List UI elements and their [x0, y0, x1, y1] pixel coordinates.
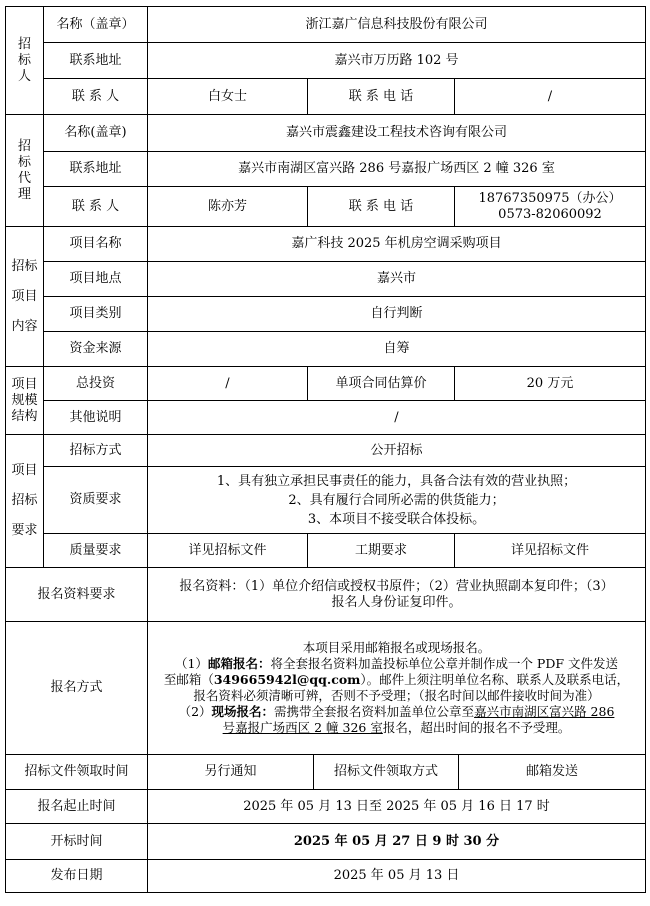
tenderer-contact-label: 联 系 人: [44, 79, 148, 115]
agent-name-label: 名称(盖章): [44, 115, 148, 152]
collection-time-label: 招标文件领取时间: [6, 755, 148, 790]
tenderer-section-label: 招 标 人: [6, 7, 44, 115]
project-name-label: 项目名称: [44, 227, 148, 262]
scale-section-label: 项目 规模 结构: [6, 367, 44, 435]
agent-phone: 18767350975（办公） 0573-82060092: [455, 187, 646, 227]
tenderer-contact: 白女士: [148, 79, 308, 115]
project-location: 嘉兴市: [148, 262, 646, 297]
other: /: [148, 401, 646, 435]
period: 详见招标文件: [455, 534, 646, 568]
method-label: 招标方式: [44, 435, 148, 467]
agent-section-label: 招 标 代 理: [6, 115, 44, 227]
quality: 详见招标文件: [148, 534, 308, 568]
estimate: 20 万元: [455, 367, 646, 401]
agent-address: 嘉兴市南湖区富兴路 286 号嘉报广场西区 2 幢 326 室: [148, 152, 646, 187]
agent-name: 嘉兴市震鑫建设工程技术咨询有限公司: [148, 115, 646, 152]
project-funding: 自筹: [148, 332, 646, 367]
qualification-label: 资质要求: [44, 467, 148, 534]
project-location-label: 项目地点: [44, 262, 148, 297]
registration-email: 349665942l@qq.com: [213, 672, 361, 687]
qualification-item: 2、具有履行合同所必需的供货能力；: [288, 492, 505, 508]
method: 公开招标: [148, 435, 646, 467]
investment-label: 总投资: [44, 367, 148, 401]
agent-contact-label: 联 系 人: [44, 187, 148, 227]
qualification-list: [148, 467, 646, 534]
project-category-label: 项目类别: [44, 297, 148, 332]
collection-way-label: 招标文件领取方式: [314, 755, 459, 790]
opening-label: 开标时间: [6, 824, 148, 860]
qualification-item: 3、本项目不接受联合体投标。: [307, 511, 486, 527]
project-category: 自行判断: [148, 297, 646, 332]
tender-announcement-table: [5, 6, 646, 893]
registration-period: 2025 年 05 月 13 日至 2025 年 05 月 16 日 17 时: [148, 790, 646, 824]
agent-phone-label: 联 系 电 话: [308, 187, 455, 227]
collection-way: 邮箱发送: [459, 755, 646, 790]
publish-date: 2025 年 05 月 13 日: [148, 860, 646, 893]
method-of-registration-label: 报名方式: [6, 622, 148, 755]
requirements-section-label: 项目 招标 要求: [6, 435, 44, 568]
registration-period-label: 报名起止时间: [6, 790, 148, 824]
collection-time: 另行通知: [148, 755, 314, 790]
tenderer-address: 嘉兴市万历路 102 号: [148, 43, 646, 79]
other-label: 其他说明: [44, 401, 148, 435]
investment: /: [148, 367, 308, 401]
agent-address-label: 联系地址: [44, 152, 148, 187]
period-label: 工期要求: [308, 534, 455, 568]
agent-contact: 陈亦芳: [148, 187, 308, 227]
registration-address: 嘉兴市南湖区富兴路 286: [474, 704, 615, 719]
method-of-registration-text: 本项目采用邮箱报名或现场报名。 （1）邮箱报名：将全套报名资料加盖投标单位公章并制作成一个 PDF 文件发送 至邮箱（349665942l@qq.com）。邮件上须注明单位名称、联系人及联系电话， 报名资料必须清晰可辨，否则不予受理；（报名时间以邮件接收时间为准） （2）现场报名：需携带全套报名资料加盖单位公章至嘉兴市南湖区富兴路 286 号嘉报广场西区 2 幢 326 室报名，超出时间的报名不予受理。: [148, 622, 646, 755]
opening-time: 2025 年 05 月 27 日 9 时 30 分: [148, 824, 646, 860]
materials-text: 报名资料：（1）单位介绍信或授权书原件；（2）营业执照副本复印件；（3） 报名人身份证复印件。: [148, 568, 646, 622]
tenderer-name-label: 名称（盖章）: [44, 7, 148, 43]
project-funding-label: 资金来源: [44, 332, 148, 367]
materials-label: 报名资料要求: [6, 568, 148, 622]
quality-label: 质量要求: [44, 534, 148, 568]
tenderer-phone: /: [455, 79, 646, 115]
estimate-label: 单项合同估算价: [308, 367, 455, 401]
qualification-item: 1、具有独立承担民事责任的能力，具备合法有效的营业执照；: [216, 473, 577, 489]
tenderer-phone-label: 联 系 电 话: [308, 79, 455, 115]
tenderer-name: 浙江嘉广信息科技股份有限公司: [148, 7, 646, 43]
project-section-label: 招标 项目 内容: [6, 227, 44, 367]
publish-label: 发布日期: [6, 860, 148, 893]
tenderer-address-label: 联系地址: [44, 43, 148, 79]
project-name: 嘉广科技 2025 年机房空调采购项目: [148, 227, 646, 262]
